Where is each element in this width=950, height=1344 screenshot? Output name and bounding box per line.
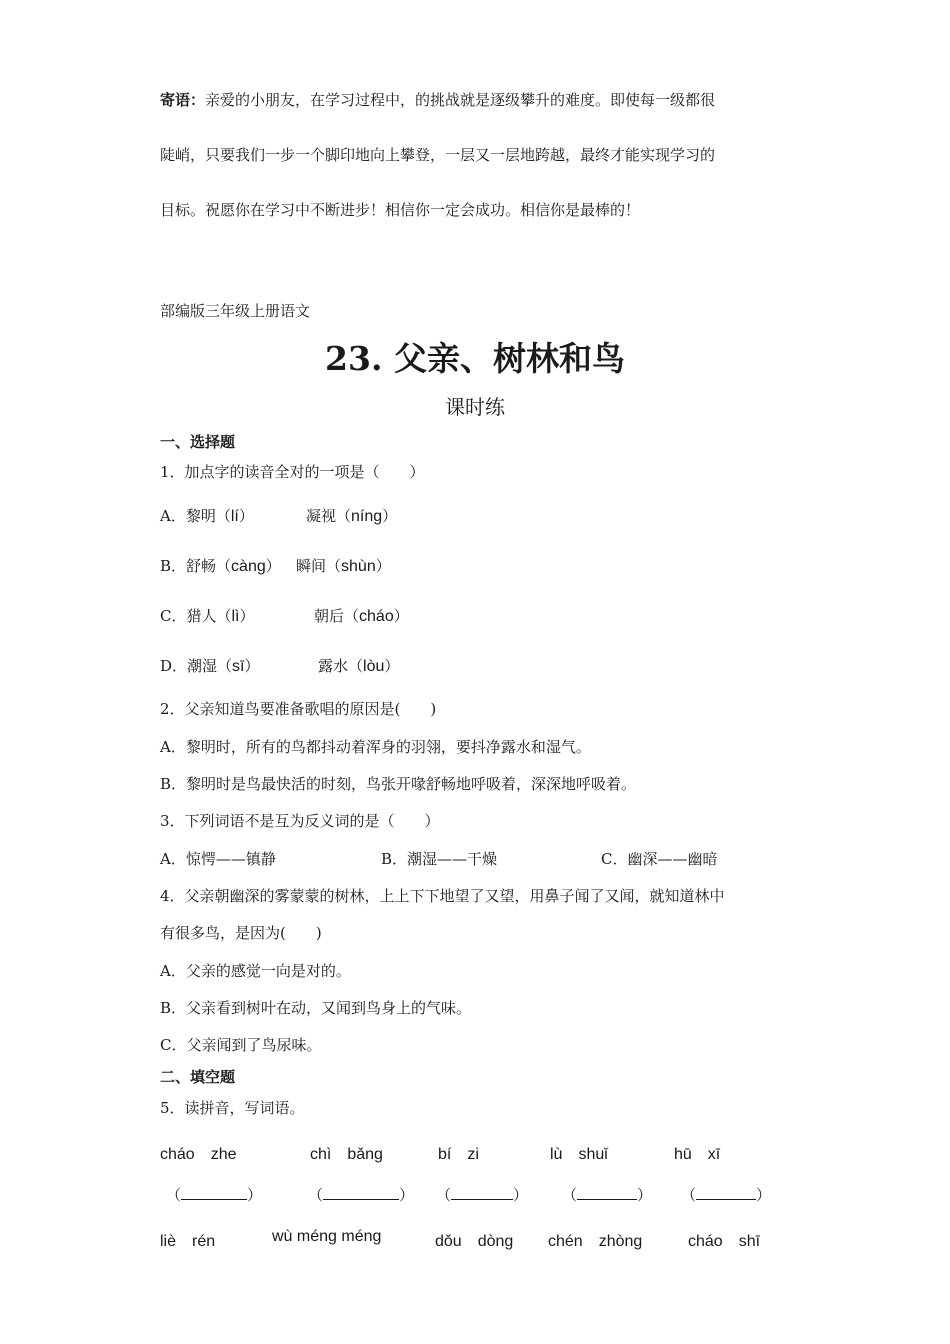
blank-line[interactable] [451,1185,513,1200]
q2-option-b: B．黎明时是鸟最快活的时刻，鸟张开喙舒畅地呼吸着，深深地呼吸着。 [160,775,637,793]
option-pinyin: cànɡ [231,558,266,575]
q3-stem: 3．下列词语不是互为反义词的是（ ） [160,812,440,830]
option-word: 黎明（ [185,507,231,525]
page-title: 23. 父亲、树林和鸟 [325,339,625,378]
message-text-1: 亲爱的小朋友，在学习过程中，的挑战就是逐级攀升的难度。即使每一级都很 [205,91,716,109]
q1-option-c [160,605,255,626]
blank-line[interactable] [696,1185,756,1200]
answer-blank[interactable] [166,1184,262,1205]
option-label: D． [160,657,188,675]
option-pinyin: cháo [359,608,394,625]
q1-option-b [160,555,281,576]
pinyin-item: chén zhònɡ [548,1233,643,1250]
message-line-2: 陡峭，只要我们一步一个脚印地向上攀登，一层又一层地跨越，最终才能实现学习的 [160,146,716,164]
q3-option-c: C．幽深——幽暗 [601,850,718,868]
q4-stem-line-1: 4．父亲朝幽深的雾蒙蒙的树林，上上下下地望了又望，用鼻子闻了又闻，就知道林中 [160,887,725,905]
pinyin-item: bí zi [438,1146,479,1163]
option-word: 猎人（ [186,607,232,625]
message-line-1 [160,89,715,110]
page-subtitle: 课时练 [445,395,505,419]
paren-close: ） [513,1186,529,1204]
option-label: C． [160,607,187,625]
option-pinyin: sī [232,658,245,675]
q1-option-a-word2 [306,505,397,526]
option-word: 瞬间（ [296,557,342,575]
blank-line[interactable] [577,1185,637,1200]
q4-stem-line-2: 有很多鸟，是因为( ) [160,924,322,942]
q4-option-c: C．父亲闻到了鸟尿味。 [160,1036,322,1054]
option-pinyin: lì [231,608,240,625]
q5-stem: 5．读拼音，写词语。 [160,1099,305,1117]
pinyin-item: liè rén [160,1233,216,1250]
answer-blank[interactable] [562,1184,652,1205]
option-pinyin: lí [230,508,239,525]
pinyin-item: cháo zhe [160,1146,237,1163]
option-pinyin: nínɡ [351,508,383,525]
q1-option-d-word2 [318,655,399,676]
answer-blank[interactable] [681,1184,771,1205]
option-pinyin: shùn [341,558,376,575]
q4-option-b: B．父亲看到树叶在动，又闻到鸟身上的气味。 [160,999,472,1017]
q1-stem: 1．加点字的读音全对的一项是（ ） [160,463,425,481]
paren-close: ） [756,1186,772,1204]
blank-line[interactable] [323,1185,399,1200]
paren-open: （ [308,1186,324,1204]
message-line-3: 目标。祝愿你在学习中不断进步！相信你一定会成功。相信你是最棒的！ [160,201,641,219]
pinyin-item: lù shuǐ [550,1146,608,1163]
option-pinyin: lòu [363,658,385,675]
message-label: 寄语： [160,91,206,109]
option-word: 潮湿（ [187,657,233,675]
paren-open: （ [436,1186,452,1204]
answer-blank[interactable] [436,1184,528,1205]
option-word: 舒畅（ [186,557,232,575]
paren-close: ） [399,1186,415,1204]
q1-option-a [160,505,254,526]
option-word: 露水（ [318,657,364,675]
option-word: 凝视（ [306,507,352,525]
q1-option-c-word2 [314,605,409,626]
option-paren: ） [239,607,255,625]
pinyin-item: hū xī [674,1146,721,1163]
option-paren: ） [238,507,254,525]
option-label: B． [160,557,187,575]
paren-open: （ [681,1186,697,1204]
option-word: 朝后（ [314,607,360,625]
paren-close: ） [247,1186,263,1204]
paren-open: （ [166,1186,182,1204]
option-paren: ） [393,607,409,625]
textbook-label: 部编版三年级上册语文 [160,302,311,320]
option-paren: ） [244,657,260,675]
q3-option-a: A．惊愕——镇静 [160,850,276,868]
q4-option-a: A．父亲的感觉一向是对的。 [160,962,351,980]
answer-blank[interactable] [308,1184,414,1205]
option-paren: ） [375,557,391,575]
q2-option-a: A．黎明时，所有的鸟都抖动着浑身的羽翎，要抖净露水和湿气。 [160,738,591,756]
paren-close: ） [637,1186,653,1204]
option-paren: ） [265,557,281,575]
option-paren: ） [384,657,400,675]
q1-option-d [160,655,260,676]
q1-option-b-word2 [296,555,391,576]
blank-line[interactable] [181,1185,247,1200]
option-label: A． [160,507,186,525]
section-2-heading: 二、填空题 [160,1068,236,1086]
pinyin-item: dǒu dònɡ [435,1233,514,1250]
pinyin-item: cháo shī [688,1233,761,1250]
option-paren: ） [382,507,398,525]
q2-stem: 2．父亲知道鸟要准备歌唱的原因是( ) [160,700,437,718]
paren-open: （ [562,1186,578,1204]
pinyin-item: wù ménɡ ménɡ [272,1228,382,1245]
pinyin-item: chì bǎnɡ [310,1146,383,1163]
section-1-heading: 一、选择题 [160,433,236,451]
q3-option-b: B．潮湿——干燥 [381,850,498,868]
